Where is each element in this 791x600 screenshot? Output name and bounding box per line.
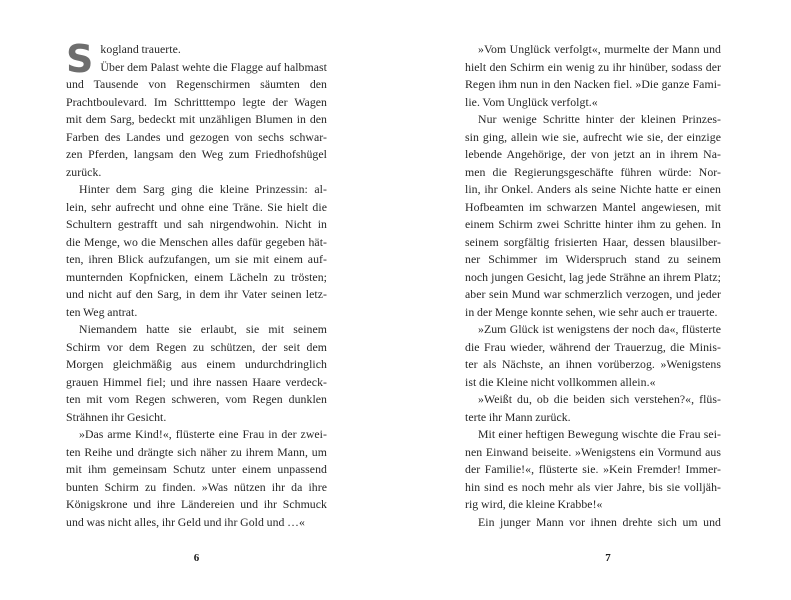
text-line: Nur wenige Schritte hinter der kleinen Prinzes- (478, 112, 721, 126)
text-line: und Tausende von Regenschirmen säumten den (66, 77, 327, 91)
paragraph (66, 59, 327, 182)
text-line: Regen ihm nun in den Nacken fiel. »Die ganze Fami- (465, 77, 721, 91)
text-line: men die Regierungsgeschäfte führen würde: Nor- (465, 164, 721, 179)
text-line: kogland trauerte. (100, 42, 181, 56)
text-line: bunten Schirm zu finden. »Was nützen ihr da ihre (66, 479, 327, 494)
text-line: Über dem Palast wehte die Flagge auf halbmast (100, 59, 327, 74)
paragraph (66, 321, 327, 426)
text-line: lebende Angehörige, der von jetzt an in ihrem Na- (465, 147, 721, 161)
text-line: mit dem Sarg, bedeckt mit unzähligen Blumen in den (66, 112, 327, 126)
text-line: Niemandem hatte sie erlaubt, sie mit seinem (79, 322, 327, 336)
text-line: ten mit vom Regen schweren, vom Regen dunklen (66, 392, 327, 406)
text-line: rig wird, die kleine Krabbe!« (465, 497, 603, 511)
text-line: Schultern gestrafft und sah nirgendwohin. Nicht in (66, 217, 327, 231)
text-line: ten Reihe und drängte sich näher zu ihrem Mann, um (66, 444, 327, 459)
paragraph (465, 391, 721, 426)
paragraph (66, 181, 327, 321)
page-left-text-column (66, 37, 327, 531)
text-line: ner Schimmer im Widerspruch stand zu seinem (465, 252, 721, 266)
text-line: und was nicht alles, ihr Geld und ihr Gold und …« (66, 514, 305, 529)
text-line: in der Menge konnte sehen, wie sehr auch er trauerte. (465, 304, 718, 319)
text-line: die Frau wieder, während der Trauerzug, die Minis- (465, 339, 721, 354)
text-line: Farben des Landes und gezogen von sechs schwar- (66, 129, 327, 144)
text-line: Prachtboulevard. Im Schritttempo legte der Wagen (66, 94, 327, 109)
page-right-text-column (465, 41, 721, 531)
text-line: »Vom Unglück verfolgt«, murmelte der Mann und (478, 42, 721, 56)
text-line: die Menge, wo die Menschen alles dafür gegeben hät- (66, 234, 327, 249)
text-line: hielt den Schirm ein wenig zu ihr hinüber, sodass der (465, 59, 721, 74)
text-line: ter als Nächste, an ihnen vorüberzog. »Wenigstens (465, 357, 721, 371)
text-line: lin, ihr Onkel. Anders als seine Nichte hatte er einen (465, 182, 721, 196)
text-line: lie. Vom Unglück verfolgt.« (465, 94, 598, 109)
text-line: Königskrone und ihre Ländereien und ihr Schmuck (66, 497, 327, 511)
page-number-left: 6 (193, 552, 200, 564)
text-line: Strähnen ihr Gesicht. (66, 409, 167, 424)
text-line: Morgen gleichmäßig aus einem undurchdringlich (66, 357, 327, 371)
paragraph (465, 41, 721, 111)
text-line: Hinter dem Sarg ging die kleine Prinzessin: al- (79, 182, 327, 196)
paragraph (465, 321, 721, 391)
text-line: und nicht auf den Sarg, in dem ihr Vater seinen letz- (66, 287, 327, 301)
text-line: Hofbeamten im schwarzen Mantel angewiesen, mit (465, 199, 721, 214)
text-line: »Zum Glück ist wenigstens der noch da«, flüsterte (478, 322, 721, 336)
text-line: terte ihr Mann zurück. (465, 409, 571, 424)
text-line: lein, sehr aufrecht und ohne eine Träne. Sie hielt die (66, 199, 327, 214)
text-line: grauen Himmel fiel; und ihre nassen Haare verdeck- (66, 374, 327, 389)
text-line: einem Schirm zwei Schritte hinter ihm zu gehen. In (465, 217, 721, 231)
paragraph (465, 426, 721, 514)
text-line: seinem sorgfältig frisierten Haar, dessen blausilber- (465, 234, 721, 249)
text-line: mit ihm gemeinsam Schutz unter einem unpassend (66, 462, 327, 476)
text-line: zurück. (66, 164, 102, 179)
text-line: noch jungen Gesicht, lag jede Strähne an ihrem Platz; (465, 269, 721, 284)
text-line: ten Weg antrat. (66, 304, 138, 319)
text-line: sin ging, allein wie sie, aufrecht wie sie, der einzige (465, 129, 721, 144)
text-line: ist die Kleine nicht vollkommen allein.« (465, 374, 656, 389)
text-line: munternden Kopfnicken, einem Lächeln zu trösten; (66, 269, 327, 284)
paragraph (465, 111, 721, 321)
text-line: Schirm vor dem Regen zu schützen, der seit dem (66, 339, 327, 354)
text-line: »Das arme Kind!«, flüsterte eine Frau in der zwei- (79, 427, 327, 441)
text-line: nen Einwand beiseite. »Wenigstens ein Vormund aus (465, 444, 721, 459)
text-line: aber sein Mund war schmerzlich verzogen, und jeder (465, 287, 721, 301)
text-line: »Weißt du, ob die beiden sich verstehen?«, flüs- (478, 392, 721, 406)
paragraph (66, 426, 327, 531)
text-line: hin sind es noch mehr als vier Jahre, bis sie volljäh- (465, 479, 721, 494)
drop-cap-letter: S (66, 37, 94, 81)
text-line: zen Pferden, langsam den Weg zum Friedhofshügel (66, 147, 327, 161)
text-line: der Familie!«, flüsterte sie. »Kein Fremder! Immer- (465, 462, 721, 476)
text-line: ten, ihren Blick aufzufangen, um sie mit einem auf- (66, 252, 327, 266)
text-line: Mit einer heftigen Bewegung wischte die Frau sei- (478, 427, 721, 441)
page-number-right: 7 (605, 552, 611, 564)
paragraph (465, 514, 721, 532)
text-line: Ein junger Mann vor ihnen drehte sich um und (478, 514, 721, 529)
